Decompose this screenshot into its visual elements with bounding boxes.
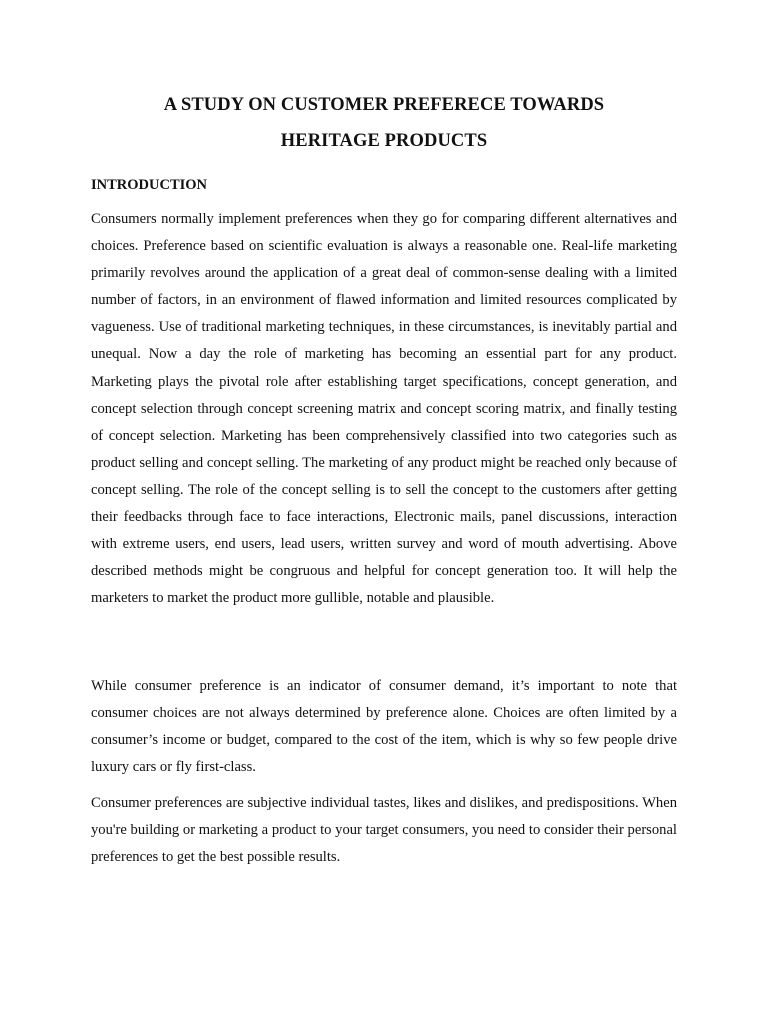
section-heading-introduction: INTRODUCTION	[91, 177, 208, 193]
paragraph-3: Consumer preferences are subjective individual tastes, likes and dislikes, and predispositions. When you're building or marketing a product to your target consumers, you need to consider their personal preferences to get the best possible results.	[91, 795, 677, 866]
document-title-line-1: A STUDY ON CUSTOMER PREFERECE TOWARDS	[163, 95, 605, 115]
paragraph-1: Consumers normally implement preferences when they go for comparing different alternatives and choices. Preference based on scientific evaluation is always a reasonable one. Real-life marketing primarily revolves around the application of a great deal of common-sense dealing with a limited number of factors, in an environment of flawed information and limited resources complicated by vagueness. Use of traditional marketing techniques, in these circumstances, is inevitably partial and unequal. Now a day the role of marketing has becoming an essential part for any product. Marketing plays the pivotal role after establishing target specifications, concept generation, and concept selection through concept screening matrix and concept scoring matrix, and finally testing of concept selection. Marketing has been comprehensively classified into two categories such as product selling and concept selling. The marketing of any product might be reached only because of concept selling. The role of the concept selling is to sell the concept to the customers after getting their feedbacks through face to face interactions, Electronic mails, panel discussions, interaction with extreme users, end users, lead users, written survey and word of mouth advertising. Above described methods might be congruous and helpful for concept generation too. It will help the marketers to market the product more gullible, notable and plausible.	[91, 211, 677, 607]
paragraph-2: While consumer preference is an indicator of consumer demand, it’s important to note that consumer choices are not always determined by preference alone. Choices are often limited by a consumer’s income or budget, compared to the cost of the item, which is why so few people drive luxury cars or fly first-class.	[91, 678, 677, 776]
document-title-line-2: HERITAGE PRODUCTS	[280, 131, 488, 151]
